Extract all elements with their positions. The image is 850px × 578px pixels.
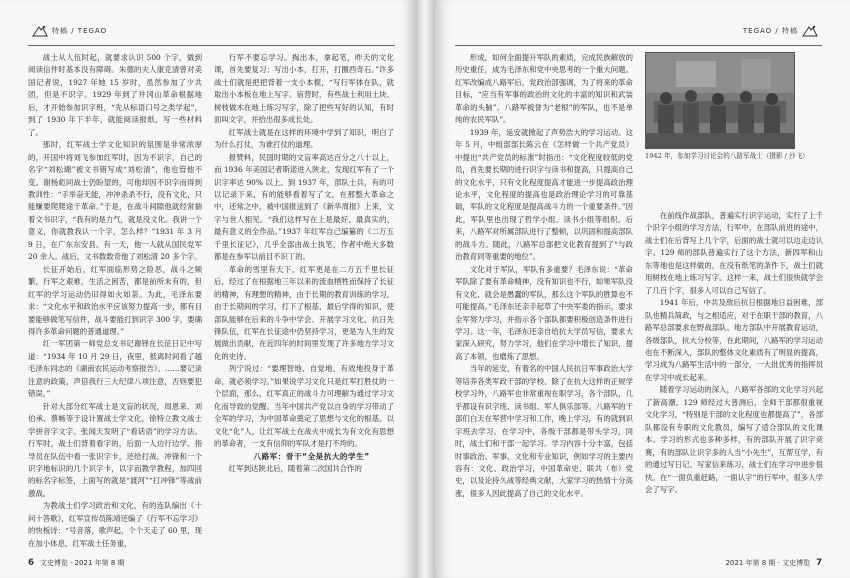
header-rule (455, 45, 822, 46)
body-paragraph: 那时，红军战士学文化知识的氛围是非常浓厚的，开国中将刘飞参加红军时，因为不识字，自己的名字“刘松瑚”被文书错写成“刘松清”，他也管他不变。谢杨彪同战士仍盼望的，可他却因不识字而得到教训性：“手举奋无能，冲冲杀杀不行，没有文化，只能赚要爬爬途干革命。”于是，在战斗间隙他就经常揣着文书识字，“我有的是力气，就是没文化。我讲一个意义，你就教我认一个字，怎么样？”1931 年 3 月 9 日，在广东东安县。有一天，他一人就从国民党军 20 余人。战后，文书数数奇他了刘松清 20 多个字。 (28, 140, 202, 262)
right-page (433, 0, 850, 578)
section-label: TEGAO / 特稿 (742, 27, 798, 35)
magazine-logo-icon (802, 24, 818, 38)
body-paragraph: 红一军团第一师党总支书记谢铎在长征日记中写道：“1934 年 10 月 29 日，夜里，抵离时间看了越毛泽东同志的《湖南农民运动考察报告》。……要记录注意的政策，声倍我行三大纪律八项注意，否则要犯错误。” (28, 339, 202, 399)
right-column-1 (455, 52, 633, 532)
book-gutter (417, 0, 433, 578)
left-page-header (28, 18, 107, 44)
body-paragraph: 随着学习运动的深入，八路军各部的文化学习兴起了新高潮。129 师经过大普测后，全师干部都很重视文化学习，“特别是干部的文化程度也都提高了”，各部队都设有专职的文化教员，编写了适合部队的文化课本。学习的形式也多种多样，有的部队开展了识字竞赛，有的部队让识字多的人当“小先生”，互帮互学，有的通过写日记、写家信来练习，战士们在学习中进步很快。在“一面负重赶路，一面认字”的行军中，很多人学会了写字。 (645, 385, 823, 494)
body-paragraph: 当年的延安，有着名的中国人民抗日军事政治大学等培养各类军政干部的学校。除了在抗大这样的正规学校学习外，八路军也非常重视在职学习，各个部队，几乎都设有识字班、读书组、军人俱乐部等。八路军的干部们白天在军营中学习和工作，晚上学习，有的就到识字班去学习。在学习中，各级干部都是带头学习，同时，战士们和干部一起学习。学习内容十分丰富，包括时事政治、军事、文化和专业知识，例如学习的主要内容有：文化、政治学习，中国革命史、联共（布）党史，以及论持久战等经典文献，大家学习的热情十分高涨，很多人因此提高了自己的文化水平。 (455, 364, 633, 498)
body-paragraph: 列宁说过：“要理智地、自觉地、有效地投身于革命，就必须学习。”如果说学习文化只是红军打胜仗的一个层面，那么，红军真正的战斗力可理解为通过学习文化而导致的觉醒。当年中国共产党以自身的学习带动了全军的学习，为中国革命奠定了思想与文化的根基。以文化“化”人，让红军战士在战火中成长为有文化有思想的革命者，一支有信仰的军队才是打不垮的。 (214, 364, 394, 449)
historical-photo (645, 52, 795, 149)
body-paragraph: 在前线作战部队，普遍实行识字运动，实行了上千个识字小组的学习方法，行军中，在部队前进的途中，战士们在后背写上几个字，后面的战士就可以边走边认字。129 师的部队普遍实行了这个方法，新四军和山东等地也是这样做的，在没有纸笔的条件下，战士们就用树枝在地上练习写字。这样一来，战士们很快就学会了几百个字，很多人可以自己写信了。 (645, 211, 823, 295)
publication-name: 文史博览 · 2021 年第 8 期 (39, 559, 125, 567)
body-paragraph: 红军战士就是在这样的环境中学到了知识，明白了为什么打仗，为谁打仗的道理。 (214, 127, 394, 150)
header-rule (28, 45, 395, 46)
body-paragraph: 针对大部分红军战士是文盲的状况，周恩来、刘伯承、蔡畅等于设计置战士学文化，徐特立教文战士学拼音字文字。张闻天发明了“看话语”的学习方法。行军时，战士们背着看字的，后面一人边行边学。指导员在队伍中看一张识字卡，还给打战，冲锋和一个识字地标识的几个识字卡，以字而教学教程，加四回的标名字标签，上面写的就是“渡河”“打冲锋”等战前激战。 (28, 401, 202, 498)
body-paragraph: 行军不要忘学习。掏出本，拿起笔，昨天的文化课，首先要复习；写出小本，打开，打圈西奇石。”许多战士们就是把把背着一支小本棍，“写行军体在队，就取出小本板在地上写字。宿营时，有些战士利用土块、树枝做木在地上练习写字，除了把些写好的认知，有时面叫文字，并拾出很多成长处。 (214, 53, 394, 125)
left-column-2 (214, 52, 394, 532)
photo-caption: 1942 年，参加学习讨论会的八路军战士（摄影 / 沙飞） (645, 152, 809, 160)
body-paragraph: 形成，如何全面提升军队的素质，完成民族解放的历史重任，成为毛泽东和党中央思考的一个重大问题。红军改编成八路军后，党政治部强调，为了将来的革命目标，“应当有军事的政治的文化的丰富的知识和武装革命的头脑”。八路军被誉为“老根”的军队，也不是单纯的农民军队”。 (455, 53, 633, 125)
magazine-logo-icon (32, 24, 48, 38)
body-paragraph: 为教战士们学习政治和文化，有的连队编出《十问十答歌》，红军宣传员陈靖还编了《行军不忘学习》的快板诗：“号音落，歌声起，个个天走了 60 里，现在加小体息，红军战士任务重， (28, 501, 202, 548)
left-column-1 (28, 52, 203, 548)
body-paragraph: 革命的雪里有天下。红军更是在二万五千里长征后，经过了在根据地三年以来的流血牺牲而保持了长征的精神，有理想的精神，由于长期的教育训练的学习。由于长期间的学习，打下了根基，最后学得的知识，使部队能够在后来的斗争中学会、开展学习文化，抗日先锋队伍，红军在长征途中仍坚持学习，更是为人生的发展做出贡献，在近四年的时间里发现了许多地方学习文化的史诗。 (214, 264, 394, 361)
body-paragraph: 红军到达陕北后，随着第二次国共合作的 (228, 463, 362, 473)
left-page (0, 0, 417, 578)
right-page-header (743, 18, 822, 44)
right-page-footer (725, 558, 822, 568)
section-label: 特稿 / TEGAO (52, 27, 108, 35)
publication-name: 2021 年第 8 期 · 文史博览 (725, 559, 811, 567)
body-paragraph: 报赞料，民国时期的文盲率高达百分之八十以上，而 1936 年美国记者斯诺进入陕北，发现红军有了一个识字率达 90% 以上。到 1937 年，部队士兵，有的可以记录下来，有的能够看着写了文，在那整大革命之中，还常之中，被中国报送到了《新华周报》上来，文字与世人相见。“我们这样写在上是最好、最真实的、最有意义的全作品。”1937 年红军自己编纂的《二万五千里长征记》，几乎全部由战士执笔，作者中绝大多数都是在参军以前目不识丁的。 (214, 152, 394, 262)
body-paragraph: 1939 年，延安就掀起了声势浩大的学习运动。这年 5 月，中组部部长陈云在《怎样做一个共产党员》中提出“共产党员的标准”时指出：“文化程度较低的党员，首先要长期的进行识字与读书和提高，只提高自己的文化水平，只有文化程度提高才能进一步提高政治理论水平，文化程度的提高也是政治理论学习的可靠基础，军队的文化程度是提高战斗力的一个重要条件。”因此，军队里也出现了哲学小组、读书小组等组织。后来，八路军对所属部队进行了整顿，以巩固和提高部队的战斗力。随此，八路军总部把文化教育提到了“与政治教育同等重要的地位”。 (455, 127, 633, 262)
left-page-footer (28, 558, 125, 568)
body-paragraph: 1941 年后，中共及敌后抗日根据地日益困难，部队也精兵简政，与之相适应，对于在职干部的教育，八路军总部要求在野战部队、地方部队中开展教育运动，各级部队，抗大分校等，在此期间，八路军的学习运动也在不断深入，部队的整体文化素质有了明显的提高，学习成为八路军生活中的一部分，一大批优秀的指挥员在学习中成长起来。 (645, 298, 823, 382)
body-paragraph: 战士从人伍时起，就要求认识 500 个字，做到阅读信件时基本没有障碍。朱德的夫人康克清曾对美国记者说，1927 年她 15 岁时，虽然参加了少共团，但是不识字。1929 年到了井冈山革命根据地后，才开始参加识字班，“先从标语口号之类学起”，到了 1930 年下半年，就能阅读报纸，写一些材料了。 (28, 53, 202, 137)
page-number: 7 (816, 558, 822, 568)
page-number: 6 (28, 558, 34, 568)
body-paragraph: 长征开始后，红军面临形势之险恶，战斗之频繁，行军之艰难，生活之困苦，都是前所未有的，但红军的学习运动仍旧得如火如荼。为此，毛泽东要求：“文化水平和政治水平应该努力提高一步，都有目要能够做笔写信件，战斗要能打到识字 300 字，要确得许多革命问题的普通道理。” (28, 264, 203, 336)
section-subhead: 八路军：骨干“全是抗大的学生” (253, 451, 370, 461)
body-paragraph: 文化对于军队，军队有多重要？毛泽东说：“革命军队除了要有革命精神，没有知识也不行，如果军队没有文化，就会是愚蠢的军队，那么这个军队的胜算也不可能提高。”毛泽东还亲手起草了中央军委的指示，要求全军努力学习，并指示各个部队都要积极创造条件进行学习。这一年，毛泽东还亲自给抗大学员写信，要求大家深入研究，努力学习，他们在学习中增长了知识，提高了本领，也磨炼了思想。 (455, 264, 633, 361)
right-column-2 (645, 210, 823, 532)
